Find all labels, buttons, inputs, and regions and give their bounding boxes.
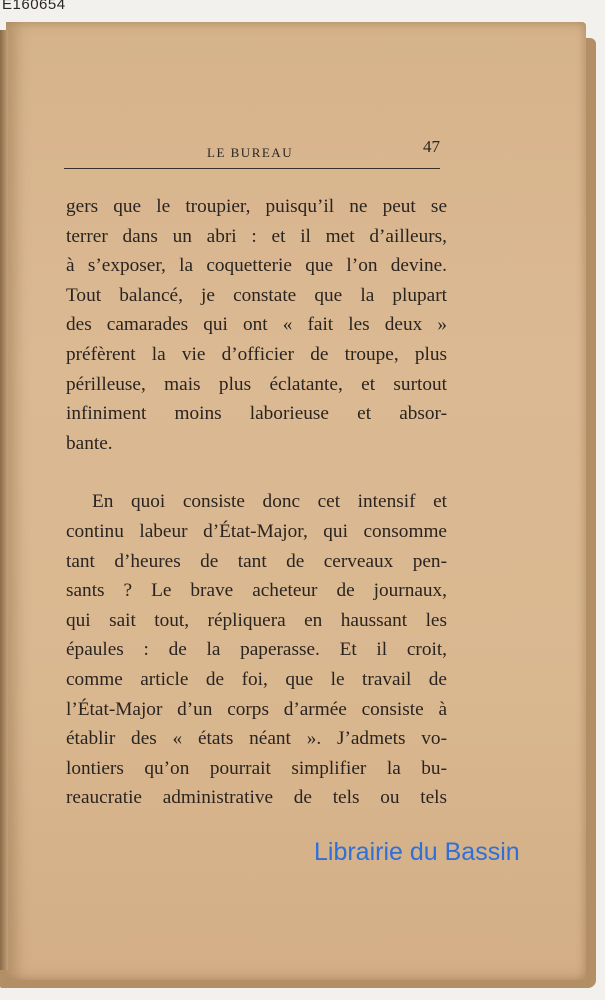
text-line: établir des « états néant ». J’admets vo- xyxy=(66,728,447,750)
text-line: gers que le troupier, puisqu’il ne peut se xyxy=(66,196,447,217)
text-line: En quoi consiste donc cet intensif et xyxy=(92,491,447,513)
text-line: qui sait tout, répliquera en haussant les xyxy=(66,609,447,631)
text-line: l’État-Major d’un corps d’armée consiste à xyxy=(66,698,447,720)
text-line: périlleuse, mais plus éclatante, et surtout xyxy=(66,373,447,395)
text-line: comme article de foi, que le travail de xyxy=(66,668,447,690)
text-line: préfèrent la vie d’officier de troupe, plus xyxy=(66,343,447,365)
header-rule xyxy=(64,168,440,169)
text-line: des camarades qui ont « fait les deux » xyxy=(66,314,447,336)
inventory-label: E160654 xyxy=(2,0,66,13)
text-line: reaucratie administrative de tels ou tels xyxy=(66,787,447,809)
text-line: infiniment moins laborieuse et absor- xyxy=(66,403,447,425)
text-line: épaules : de la paperasse. Et il croit, xyxy=(66,639,447,661)
text-line: bante. xyxy=(66,432,113,454)
paragraph-gap xyxy=(66,458,447,487)
text-line: Tout balancé, je constate que la plupart xyxy=(66,284,447,306)
text-line: continu labeur d’État-Major, qui consomme xyxy=(66,520,447,542)
text-line: à s’exposer, la coquetterie que l’on devine. xyxy=(66,255,447,277)
paragraph-1 xyxy=(66,192,447,458)
page-header xyxy=(64,131,444,161)
page-gutter xyxy=(0,30,8,970)
running-head: LE BUREAU xyxy=(207,145,294,160)
text-line: terrer dans un abri : et il met d’ailleurs, xyxy=(66,225,447,247)
text-line: tant d’heures de tant de cerveaux pen- xyxy=(66,550,447,572)
text-line: sants ? Le brave acheteur de journaux, xyxy=(66,580,447,602)
page-number: 47 xyxy=(423,137,440,156)
body-text xyxy=(66,192,447,813)
text-line: lontiers qu’on pourrait simplifier la bu- xyxy=(66,757,447,779)
paragraph-2 xyxy=(66,487,447,813)
watermark: Librairie du Bassin xyxy=(314,838,520,866)
